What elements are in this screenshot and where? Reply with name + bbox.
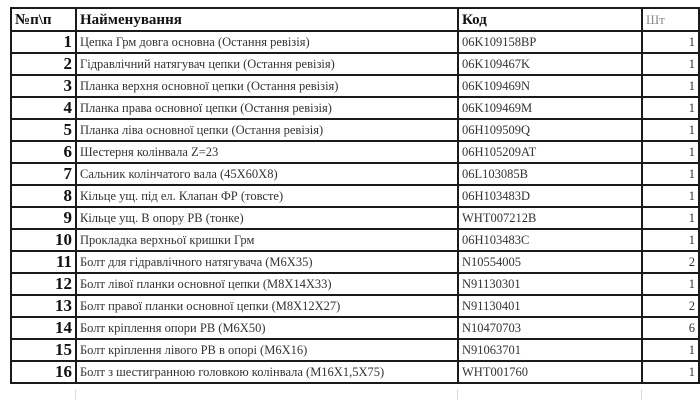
part-code: 06K109158BP [458,31,642,53]
table-row [11,207,699,229]
table-row [11,251,699,273]
table-row [11,141,699,163]
part-code: WHT001760 [458,361,642,383]
row-number: 10 [11,229,76,251]
quantity: 1 [642,97,699,119]
part-code: 06K109469M [458,97,642,119]
part-code: 06H109509Q [458,119,642,141]
part-name: Кільце ущ. В опору РВ (тонке) [76,207,458,229]
table-row [11,75,699,97]
part-code: 06K109469N [458,75,642,97]
quantity: 2 [642,295,699,317]
quantity: 1 [642,75,699,97]
row-number: 12 [11,273,76,295]
part-name: Цепка Грм довга основна (Остання ревізія) [76,31,458,53]
part-name: Планка права основної цепки (Остання ревізія) [76,97,458,119]
table-row [11,295,699,317]
part-code: 06H105209AT [458,141,642,163]
row-number: 3 [11,75,76,97]
header-row [11,8,699,31]
table-row [11,317,699,339]
quantity: 1 [642,361,699,383]
row-number: 1 [11,31,76,53]
row-number: 14 [11,317,76,339]
quantity: 1 [642,31,699,53]
row-number: 9 [11,207,76,229]
part-code: N10470703 [458,317,642,339]
part-name: Болт лівої планки основної цепки (M8X14X33) [76,273,458,295]
part-code: N91063701 [458,339,642,361]
part-code: N10554005 [458,251,642,273]
table-row [11,273,699,295]
part-code: WHT007212B [458,207,642,229]
header-qty: Шт [642,8,699,31]
part-code: 06L103085B [458,163,642,185]
table-row [11,229,699,251]
part-name: Гідравлічний натягувач цепки (Остання ревізія) [76,53,458,75]
part-name: Кільце ущ. під ел. Клапан ФР (товсте) [76,185,458,207]
quantity: 6 [642,317,699,339]
table-row [11,97,699,119]
quantity: 2 [642,251,699,273]
part-name: Болт кріплення лівого РВ в опорі (M6X16) [76,339,458,361]
header-name: Найменування [76,8,458,31]
quantity: 1 [642,185,699,207]
header-num: №п\п [11,8,76,31]
row-number: 4 [11,97,76,119]
part-name: Болт для гідравлічного натягувача (M6X35) [76,251,458,273]
row-number: 13 [11,295,76,317]
part-name: Шестерня колінвала Z=23 [76,141,458,163]
part-name: Сальник колінчатого вала (45X60X8) [76,163,458,185]
quantity: 1 [642,229,699,251]
part-name: Болт з шестигранною головкою колінвала (M16X1,5X75) [76,361,458,383]
part-code: 06H103483D [458,185,642,207]
part-name: Прокладка верхньої кришки Грм [76,229,458,251]
part-name: Планка ліва основної цепки (Остання ревізія) [76,119,458,141]
quantity: 1 [642,119,699,141]
table-row [11,185,699,207]
row-number: 5 [11,119,76,141]
part-code: 06H103483C [458,229,642,251]
part-code: N91130301 [458,273,642,295]
parts-table [10,7,700,384]
row-number: 16 [11,361,76,383]
grid-line [641,389,642,400]
part-name: Планка верхня основної цепки (Остання ревізія) [76,75,458,97]
table-row [11,53,699,75]
grid-line [75,389,76,400]
row-number: 8 [11,185,76,207]
row-number: 15 [11,339,76,361]
grid-line [457,389,458,400]
table-row [11,339,699,361]
table-row [11,163,699,185]
part-name: Болт правої планки основної цепки (M8X12X27) [76,295,458,317]
header-code: Код [458,8,642,31]
table-row [11,31,699,53]
part-code: 06K109467K [458,53,642,75]
quantity: 1 [642,163,699,185]
row-number: 2 [11,53,76,75]
row-number: 7 [11,163,76,185]
table-row [11,119,699,141]
part-name: Болт кріплення опори РВ (M6X50) [76,317,458,339]
quantity: 1 [642,207,699,229]
quantity: 1 [642,339,699,361]
table-row [11,361,699,383]
quantity: 1 [642,53,699,75]
row-number: 6 [11,141,76,163]
part-code: N91130401 [458,295,642,317]
row-number: 11 [11,251,76,273]
quantity: 1 [642,273,699,295]
quantity: 1 [642,141,699,163]
